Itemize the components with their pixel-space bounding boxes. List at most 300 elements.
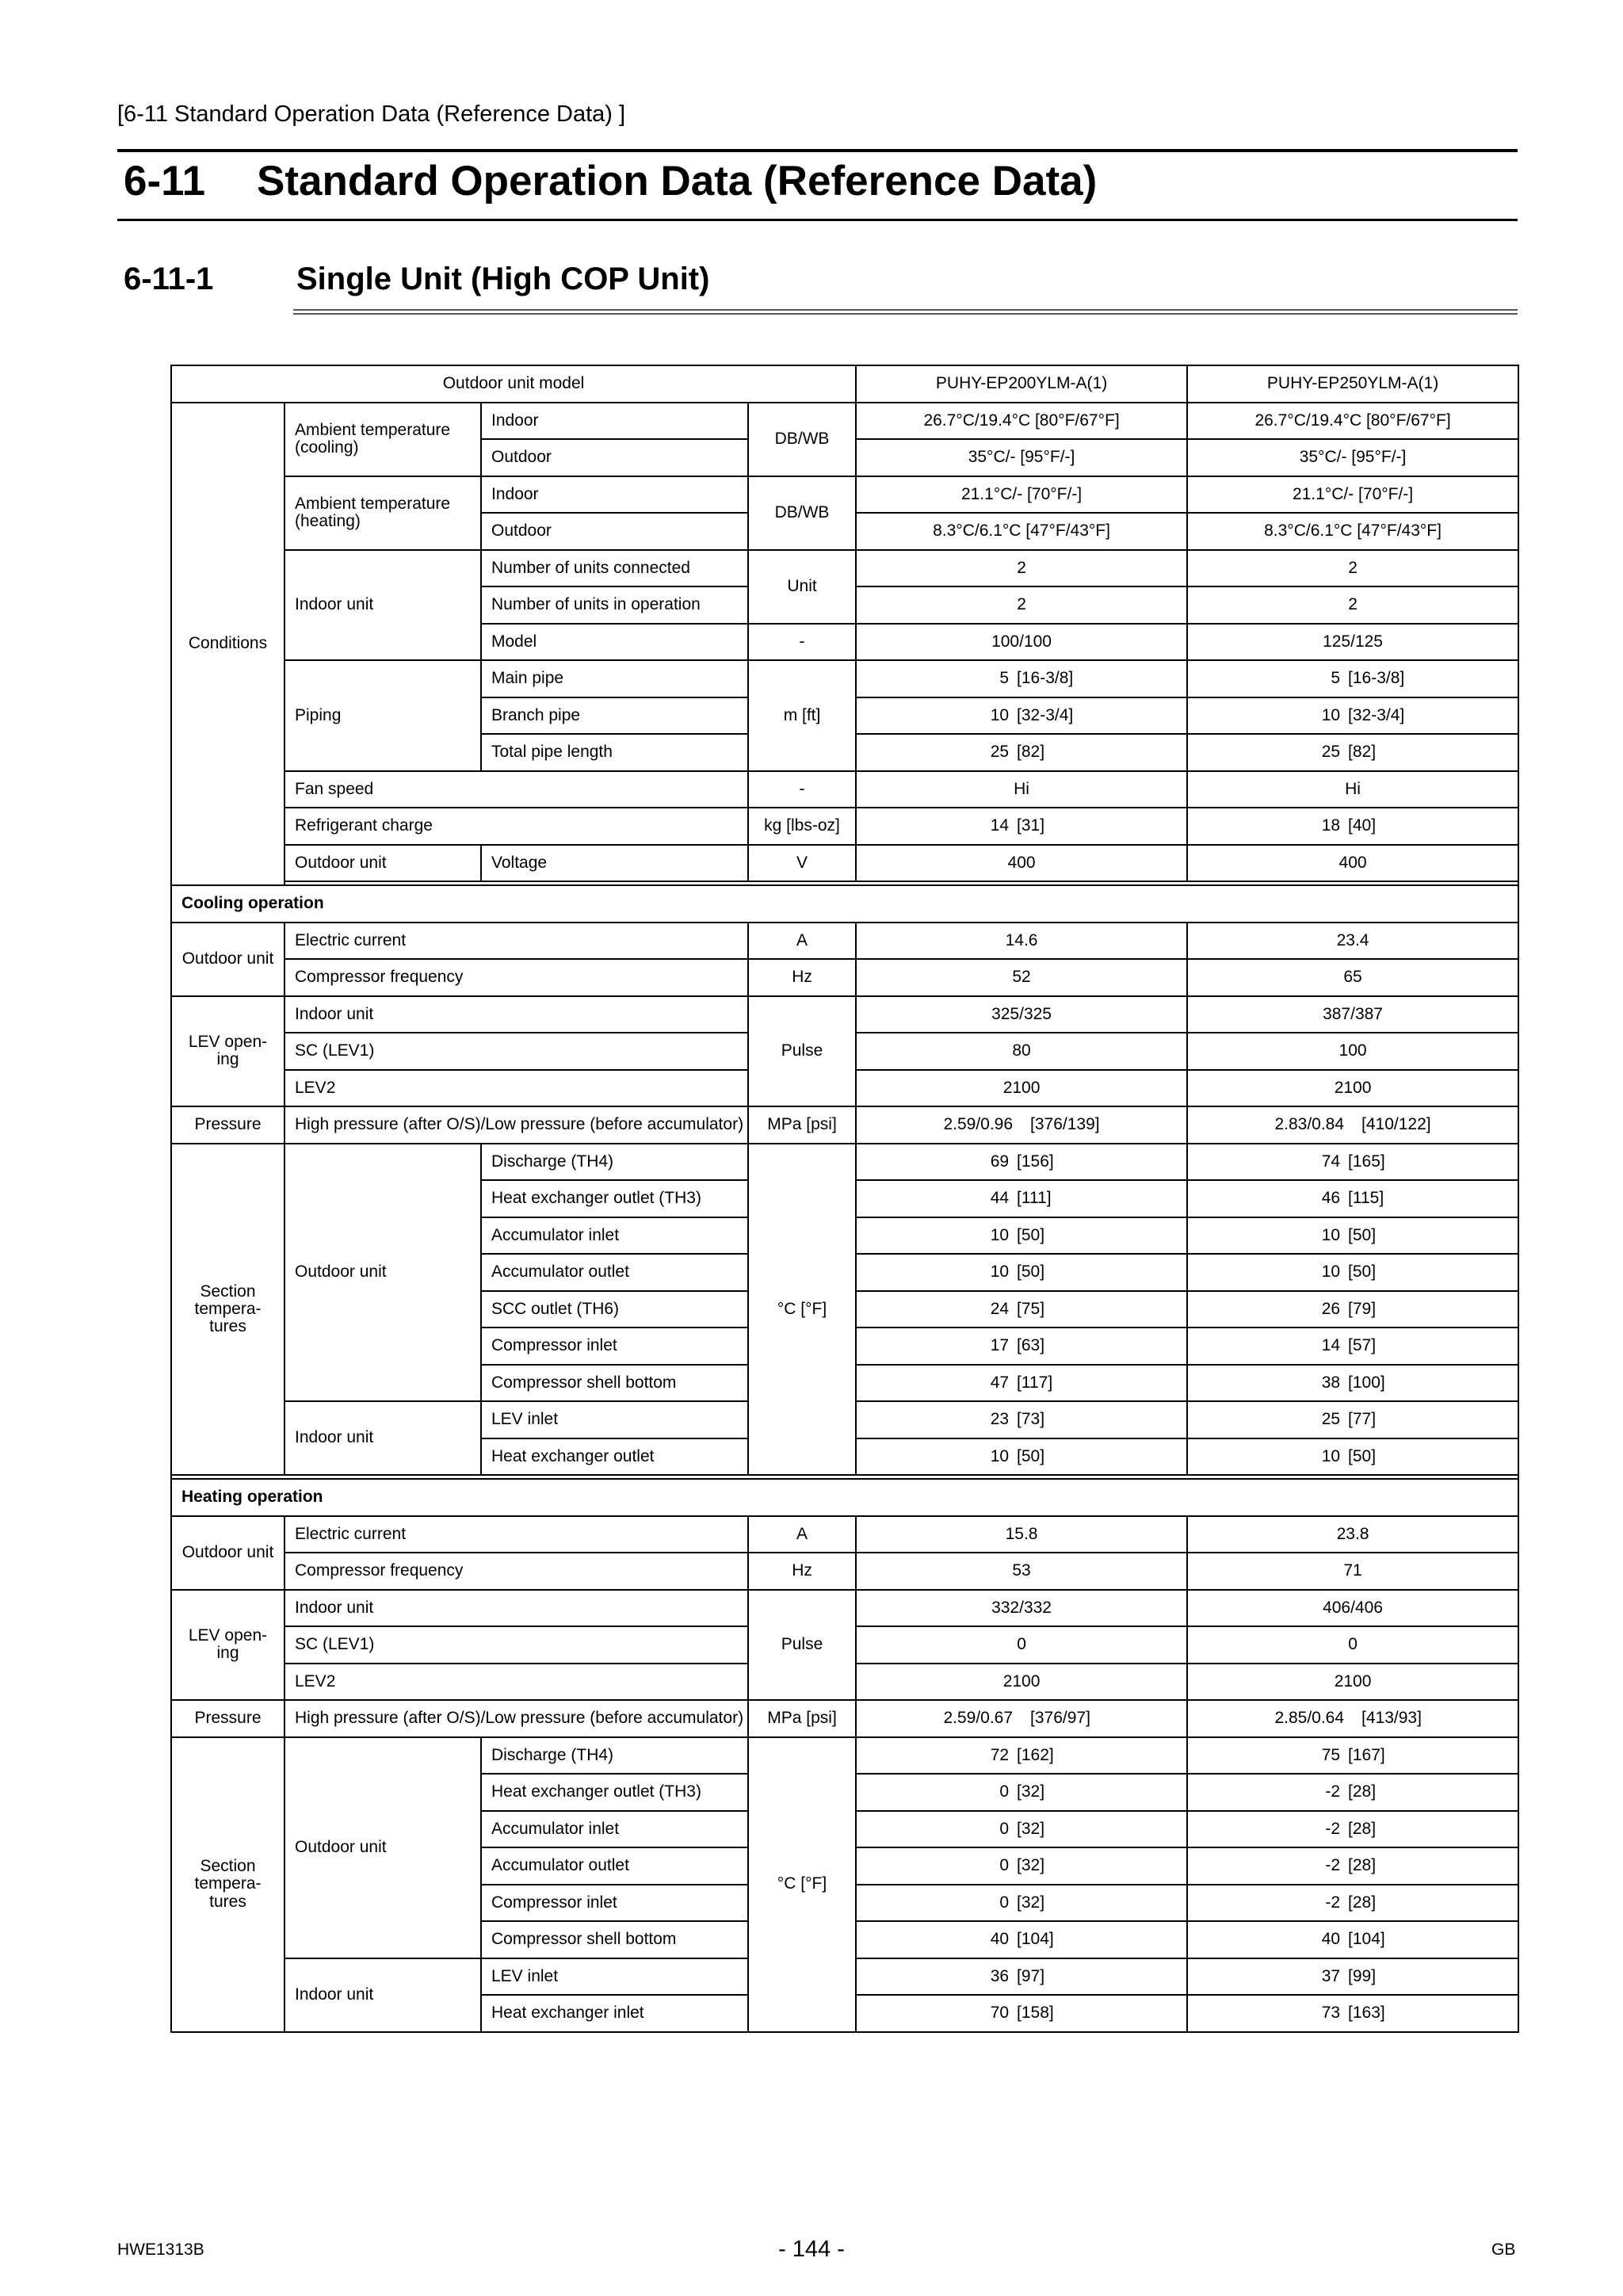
value-imperial: [410/122] (1361, 1115, 1431, 1134)
value-cell (856, 1811, 1187, 1848)
table-cell: 71 (1187, 1553, 1518, 1590)
value-si: 10 (990, 1263, 1010, 1282)
conditions-label: Conditions (171, 403, 285, 886)
value-si: 18 (1321, 816, 1341, 835)
table-cell: 325/325 (856, 996, 1187, 1033)
table-cell: 8.3°C/6.1°C [47°F/43°F] (856, 513, 1187, 550)
table-cell: 2100 (1187, 1070, 1518, 1107)
table-cell: Electric current (285, 1516, 748, 1553)
value-imperial: [376/97] (1030, 1709, 1090, 1728)
piping-label: Piping (285, 660, 481, 771)
value-pair (960, 1374, 1083, 1392)
unit-cell: DB/WB (748, 476, 856, 550)
table-cell: Indoor (481, 403, 748, 440)
condition-row (171, 660, 1518, 697)
table-cell: Fan speed (285, 771, 748, 808)
outdoor-unit-label: Outdoor unit (171, 1516, 285, 1590)
section-title-text: Single Unit (High COP Unit) (296, 262, 710, 296)
value-cell (856, 697, 1187, 735)
value-imperial: [28] (1348, 1782, 1377, 1801)
table-cell: Accumulator outlet (481, 1254, 748, 1291)
value-imperial: [57] (1348, 1336, 1377, 1355)
table-cell: Compressor inlet (481, 1885, 748, 1922)
value-si: 73 (1321, 2004, 1341, 2023)
table-cell: Outdoor (481, 513, 748, 550)
table-cell: Discharge (TH4) (481, 1737, 748, 1775)
value-imperial: [50] (1017, 1263, 1045, 1282)
value-pair (1291, 1301, 1415, 1318)
value-cell (1187, 1811, 1518, 1848)
value-imperial: [73] (1017, 1410, 1045, 1429)
value-pair (1291, 1263, 1415, 1281)
value-imperial: [31] (1017, 816, 1045, 835)
value-pair (960, 1337, 1083, 1354)
table-cell: High pressure (after O/S)/Low pressure (before accumulator) (285, 1700, 748, 1737)
value-imperial: [75] (1017, 1299, 1045, 1318)
unit-cell: V (748, 845, 856, 882)
value-cell (856, 1328, 1187, 1365)
value-si: 0 (999, 1819, 1010, 1838)
value-pair (1291, 1153, 1415, 1171)
value-si: 70 (990, 2004, 1010, 2023)
table-cell: LEV2 (285, 1070, 748, 1107)
value-pair (1291, 743, 1415, 761)
table-cell: Indoor unit (285, 1590, 748, 1627)
value-imperial: [16-3/8] (1017, 669, 1074, 688)
table-cell: 100/100 (856, 624, 1187, 661)
value-cell (1187, 1885, 1518, 1922)
value-cell (1187, 1180, 1518, 1217)
data-row (171, 1590, 1518, 1627)
unit-cell: Unit (748, 550, 856, 624)
value-pair (960, 2004, 1083, 2022)
table-cell: Accumulator inlet (481, 1811, 748, 1848)
value-imperial: [77] (1348, 1410, 1377, 1429)
table-cell: Hi (1187, 771, 1518, 808)
value-cell (1187, 1847, 1518, 1885)
value-imperial: [97] (1017, 1966, 1045, 1985)
table-cell: Voltage (481, 845, 748, 882)
value-cell (856, 1254, 1187, 1291)
table-cell: Heat exchanger outlet (TH3) (481, 1180, 748, 1217)
value-imperial: [82] (1348, 743, 1377, 762)
value-imperial: [40] (1348, 816, 1377, 835)
table-cell: Main pipe (481, 660, 748, 697)
ambient-cooling-label: Ambient temperature (cooling) (285, 403, 481, 476)
unit-cell: Pulse (748, 996, 856, 1107)
value-pair (960, 1968, 1083, 1985)
value-cell (1187, 1291, 1518, 1328)
value-si: 10 (990, 705, 1010, 724)
table-cell: 2 (856, 550, 1187, 587)
value-si: 38 (1321, 1373, 1341, 1392)
value-pair (960, 1747, 1083, 1764)
value-imperial: [32] (1017, 1819, 1045, 1838)
condition-row (171, 808, 1518, 845)
table-cell: Electric current (285, 923, 748, 960)
value-imperial: [50] (1348, 1263, 1377, 1282)
value-si: 5 (1331, 669, 1341, 688)
value-pair (1249, 1710, 1457, 1727)
table-cell: 21.1°C/- [70°F/-] (1187, 476, 1518, 514)
value-pair (960, 1227, 1083, 1244)
value-cell (856, 1700, 1187, 1737)
unit-cell: Hz (748, 959, 856, 996)
table-cell: 406/406 (1187, 1590, 1518, 1627)
data-row (171, 1553, 1518, 1590)
outdoor-unit-label: Outdoor unit (171, 923, 285, 996)
value-imperial: [99] (1348, 1966, 1377, 1985)
model-label: Outdoor unit model (171, 365, 856, 403)
table-cell: 0 (1187, 1626, 1518, 1664)
table-cell: Compressor frequency (285, 959, 748, 996)
value-imperial: [162] (1017, 1745, 1054, 1764)
table-cell: 80 (856, 1033, 1187, 1070)
value-si: -2 (1325, 1819, 1341, 1838)
value-cell (856, 1291, 1187, 1328)
value-pair (1291, 1374, 1415, 1392)
table-cell: Heat exchanger outlet (481, 1438, 748, 1476)
table-cell: LEV inlet (481, 1401, 748, 1438)
table-cell: 23.8 (1187, 1516, 1518, 1553)
value-si: 47 (990, 1373, 1010, 1392)
section-header-row (171, 1479, 1518, 1516)
doc-code: HWE1313B (117, 2241, 204, 2259)
value-cell (856, 1401, 1187, 1438)
value-pair (960, 707, 1083, 724)
table-cell: 125/125 (1187, 624, 1518, 661)
value-pair (918, 1710, 1125, 1727)
outdoor-unit-label: Outdoor unit (285, 1144, 481, 1402)
table-cell: Heat exchanger inlet (481, 1995, 748, 2032)
value-pair (1291, 817, 1415, 835)
value-cell (856, 1995, 1187, 2032)
value-si: 26 (1321, 1299, 1341, 1318)
value-cell (856, 734, 1187, 771)
value-pair (960, 1190, 1083, 1207)
value-imperial: [28] (1348, 1893, 1377, 1912)
operation-data-table (170, 365, 1519, 2033)
unit-cell: °C [°F] (748, 1144, 856, 1476)
value-imperial: [32] (1017, 1893, 1045, 1912)
value-imperial: [28] (1348, 1856, 1377, 1875)
value-pair (1291, 707, 1415, 724)
table-cell: Discharge (TH4) (481, 1144, 748, 1181)
value-cell (1187, 697, 1518, 735)
unit-cell: Pulse (748, 1590, 856, 1701)
table-cell: 400 (856, 845, 1187, 882)
value-si: 10 (1321, 1225, 1341, 1244)
table-cell: Heat exchanger outlet (TH3) (481, 1774, 748, 1811)
value-imperial: [115] (1348, 1189, 1384, 1208)
value-si: 23 (990, 1410, 1010, 1429)
value-imperial: [79] (1348, 1299, 1377, 1318)
table-cell: 332/332 (856, 1590, 1187, 1627)
pressure-label: Pressure (171, 1700, 285, 1737)
model-2: PUHY-EP250YLM-A(1) (1187, 365, 1518, 403)
value-imperial: [158] (1017, 2004, 1054, 2023)
value-si: 25 (990, 743, 1010, 762)
value-cell (1187, 1365, 1518, 1402)
unit-cell: kg [lbs-oz] (748, 808, 856, 845)
value-si: 0 (999, 1856, 1010, 1875)
value-si: -2 (1325, 1893, 1341, 1912)
table-cell: Outdoor (481, 439, 748, 476)
value-cell (1187, 1700, 1518, 1737)
value-si: 5 (999, 669, 1010, 688)
value-imperial: [16-3/8] (1348, 669, 1405, 688)
table-cell: 2100 (856, 1070, 1187, 1107)
section-temperatures-label: Section tempera-tures (171, 1144, 285, 1476)
value-cell (1187, 1737, 1518, 1775)
value-pair (1291, 1857, 1415, 1874)
table-cell: Branch pipe (481, 697, 748, 735)
value-cell (856, 1438, 1187, 1476)
section-header-row (171, 885, 1518, 923)
value-imperial: [104] (1017, 1930, 1054, 1949)
value-cell (856, 1847, 1187, 1885)
value-si: 14 (990, 816, 1010, 835)
header-rule (117, 149, 1518, 152)
value-pair (960, 1820, 1083, 1838)
unit-cell: °C [°F] (748, 1737, 856, 2032)
value-si: 36 (990, 1966, 1010, 1985)
value-pair (960, 1857, 1083, 1874)
table-cell: Model (481, 624, 748, 661)
value-cell (1187, 1401, 1518, 1438)
value-cell (856, 1737, 1187, 1775)
table-cell: 35°C/- [95°F/-] (1187, 439, 1518, 476)
value-si: 10 (1321, 705, 1341, 724)
table-cell: High pressure (after O/S)/Low pressure (before accumulator) (285, 1106, 748, 1144)
value-si: 17 (990, 1336, 1010, 1355)
value-cell (1187, 734, 1518, 771)
running-header: [6-11 Standard Operation Data (Reference Data) ] (117, 101, 626, 127)
value-pair (960, 743, 1083, 761)
table-cell: Compressor shell bottom (481, 1921, 748, 1958)
table-cell: Hi (856, 771, 1187, 808)
table-cell: LEV inlet (481, 1958, 748, 1996)
value-cell (1187, 1774, 1518, 1811)
value-cell (856, 1106, 1187, 1144)
table-cell: SC (LEV1) (285, 1033, 748, 1070)
value-pair (960, 1448, 1083, 1465)
page-title (124, 157, 1097, 205)
pressure-label: Pressure (171, 1106, 285, 1144)
table-cell: 52 (856, 959, 1187, 996)
unit-cell: Hz (748, 1553, 856, 1590)
data-row (171, 996, 1518, 1033)
value-imperial: [117] (1017, 1373, 1053, 1392)
value-cell (856, 660, 1187, 697)
ambient-heating-label: Ambient temperature (heating) (285, 476, 481, 550)
condition-row (171, 403, 1518, 440)
value-cell (856, 808, 1187, 845)
table-cell: Accumulator outlet (481, 1847, 748, 1885)
outdoor-unit-label: Outdoor unit (285, 1737, 481, 1958)
value-pair (960, 1894, 1083, 1912)
table-cell: 2 (856, 586, 1187, 624)
value-pair (1291, 1227, 1415, 1244)
indoor-unit-label: Indoor unit (285, 1401, 481, 1475)
model-1: PUHY-EP200YLM-A(1) (856, 365, 1187, 403)
section-title (124, 262, 709, 297)
value-imperial: [156] (1017, 1152, 1054, 1171)
unit-cell: - (748, 624, 856, 661)
value-cell (1187, 660, 1518, 697)
value-cell (1187, 808, 1518, 845)
model-header-row (171, 365, 1518, 403)
table-body (171, 365, 1518, 2032)
value-si: 37 (1321, 1966, 1341, 1985)
table-cell: 21.1°C/- [70°F/-] (856, 476, 1187, 514)
table-cell: 400 (1187, 845, 1518, 882)
data-row (171, 1144, 1518, 1181)
value-pair (1291, 2004, 1415, 2022)
value-imperial: [32-3/4] (1017, 705, 1074, 724)
value-cell (1187, 1144, 1518, 1181)
value-pair (960, 1301, 1083, 1318)
unit-cell: A (748, 923, 856, 960)
table-cell: 15.8 (856, 1516, 1187, 1553)
value-cell (1187, 1995, 1518, 2032)
value-imperial: [50] (1017, 1225, 1045, 1244)
value-si: 69 (990, 1152, 1010, 1171)
value-imperial: [32] (1017, 1782, 1045, 1801)
table-cell: 100 (1187, 1033, 1518, 1070)
value-si: 24 (990, 1299, 1010, 1318)
table-cell: Compressor shell bottom (481, 1365, 748, 1402)
value-imperial: [165] (1348, 1152, 1385, 1171)
table-cell: Refrigerant charge (285, 808, 748, 845)
lev-opening-label: LEV open-ing (171, 1590, 285, 1701)
value-pair (1291, 1820, 1415, 1838)
data-row (171, 1737, 1518, 1775)
value-pair (1291, 1894, 1415, 1912)
value-imperial: [376/139] (1030, 1115, 1100, 1134)
table-cell: 2 (1187, 586, 1518, 624)
value-pair (1291, 1190, 1415, 1207)
value-pair (1291, 670, 1415, 687)
value-si: 2.85/0.64 (1274, 1709, 1345, 1728)
data-row (171, 1106, 1518, 1144)
value-si: 72 (990, 1745, 1010, 1764)
value-imperial: [82] (1017, 743, 1045, 762)
value-imperial: [100] (1348, 1373, 1385, 1392)
value-cell (1187, 1958, 1518, 1996)
table-cell: Compressor frequency (285, 1553, 748, 1590)
value-imperial: [163] (1348, 2004, 1385, 2023)
value-imperial: [32-3/4] (1348, 705, 1405, 724)
condition-row (171, 476, 1518, 514)
value-si: 40 (1321, 1930, 1341, 1949)
table-cell: Accumulator inlet (481, 1217, 748, 1255)
section-number: 6-11-1 (124, 262, 214, 296)
value-pair (960, 1931, 1083, 1948)
indoor-unit-label: Indoor unit (285, 550, 481, 661)
value-si: 2.83/0.84 (1274, 1115, 1345, 1134)
page-title-text: Standard Operation Data (Reference Data) (257, 158, 1098, 204)
value-pair (960, 1411, 1083, 1428)
value-cell (856, 1144, 1187, 1181)
value-pair (1291, 1783, 1415, 1801)
unit-cell: MPa [psi] (748, 1106, 856, 1144)
value-si: 10 (1321, 1446, 1341, 1465)
condition-row (171, 771, 1518, 808)
value-si: -2 (1325, 1782, 1341, 1801)
value-imperial: [32] (1017, 1856, 1045, 1875)
value-si: 74 (1321, 1152, 1341, 1171)
value-si: 25 (1321, 1410, 1341, 1429)
table-cell: 2100 (1187, 1664, 1518, 1701)
data-row (171, 1516, 1518, 1553)
value-cell (856, 1958, 1187, 1996)
value-cell (1187, 1217, 1518, 1255)
value-imperial: [50] (1348, 1225, 1377, 1244)
value-imperial: [28] (1348, 1819, 1377, 1838)
value-si: 75 (1321, 1745, 1341, 1764)
value-imperial: [104] (1348, 1930, 1385, 1949)
table-cell: 35°C/- [95°F/-] (856, 439, 1187, 476)
table-cell: Compressor inlet (481, 1328, 748, 1365)
unit-cell: A (748, 1516, 856, 1553)
value-pair (960, 670, 1083, 687)
data-row (171, 1700, 1518, 1737)
value-cell (856, 1365, 1187, 1402)
value-pair (960, 1263, 1083, 1281)
value-si: 10 (1321, 1263, 1341, 1282)
table-cell: 2 (1187, 550, 1518, 587)
value-si: 0 (999, 1893, 1010, 1912)
table-cell: Total pipe length (481, 734, 748, 771)
unit-cell: - (748, 771, 856, 808)
value-pair (960, 1783, 1083, 1801)
value-pair (1291, 1448, 1415, 1465)
condition-row (171, 845, 1518, 882)
data-row (171, 959, 1518, 996)
unit-cell: MPa [psi] (748, 1700, 856, 1737)
section-rule-1 (293, 309, 1518, 311)
value-pair (918, 1116, 1125, 1133)
value-cell (1187, 1921, 1518, 1958)
indoor-unit-label: Indoor unit (285, 1958, 481, 2032)
cooling-operation-title: Cooling operation (171, 885, 1518, 923)
value-cell (1187, 1328, 1518, 1365)
value-si: 46 (1321, 1189, 1341, 1208)
value-si: 44 (990, 1189, 1010, 1208)
value-cell (1187, 1254, 1518, 1291)
value-pair (1291, 1931, 1415, 1948)
table-cell: LEV2 (285, 1664, 748, 1701)
value-si: 2.59/0.96 (943, 1115, 1014, 1134)
value-si: 10 (990, 1225, 1010, 1244)
page-number: - 144 - (778, 2237, 845, 2262)
table-cell: 26.7°C/19.4°C [80°F/67°F] (1187, 403, 1518, 440)
value-pair (1291, 1968, 1415, 1985)
table-cell: Indoor (481, 476, 748, 514)
value-imperial: [167] (1348, 1745, 1385, 1764)
value-pair (1291, 1747, 1415, 1764)
region-code: GB (1491, 2241, 1516, 2259)
table-cell: 14.6 (856, 923, 1187, 960)
value-imperial: [413/93] (1361, 1709, 1422, 1728)
value-cell (1187, 1106, 1518, 1144)
table-cell: 65 (1187, 959, 1518, 996)
value-si: 0 (999, 1782, 1010, 1801)
value-si: 25 (1321, 743, 1341, 762)
value-cell (1187, 1438, 1518, 1476)
value-pair (960, 1153, 1083, 1171)
